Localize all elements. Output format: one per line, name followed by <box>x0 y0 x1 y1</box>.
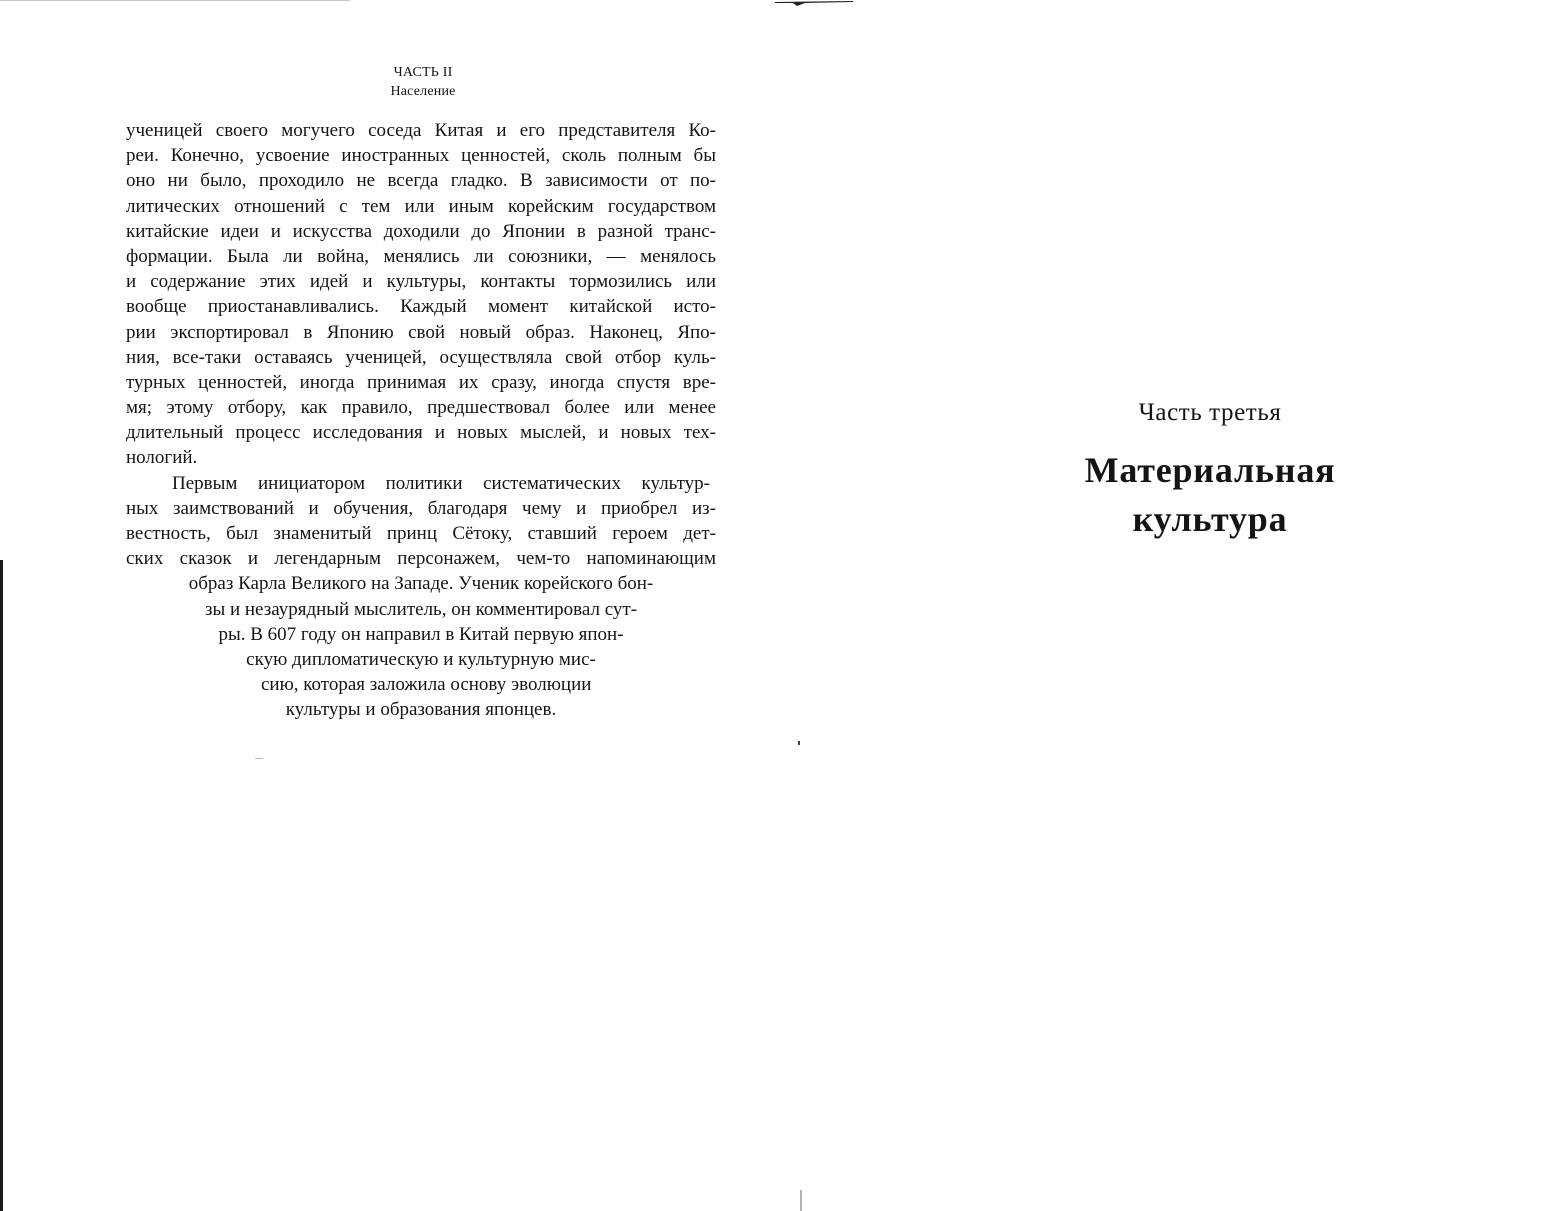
text-line: ных заимствований и обучения, благодаря чему и приобрел из- <box>126 497 716 519</box>
text-line: литических отношений с тем или иным корейским государством <box>126 195 716 217</box>
text-line: Первым инициатором политики систематических культур- <box>172 472 710 494</box>
text-line: и содержание этих идей и культуры, контакты тормозились или <box>126 271 716 293</box>
text-line: вообще приостанавливались. Каждый момент китайской исто- <box>126 296 716 318</box>
text-line: зы и незаурядный мыслитель, он комментировал сут- <box>204 598 638 620</box>
left-page <box>0 0 780 1211</box>
part-label: Часть третья <box>1138 399 1282 426</box>
part-title <box>1010 446 1410 544</box>
text-line: рии экспортировал в Японию свой новый образ. Наконец, Япо- <box>126 321 716 343</box>
text-line: образ Карла Великого на Западе. Ученик корейского бон- <box>188 573 654 595</box>
text-line: ния, все-таки оставаясь ученицей, осуществляла свой отбор куль- <box>126 346 716 368</box>
running-head-part: ЧАСТЬ II <box>393 65 453 80</box>
text-line: длительный процесс исследования и новых мыслей, и новых тех- <box>126 422 716 444</box>
running-head-section: Население <box>390 84 456 99</box>
text-line: формации. Была ли война, менялись ли союзники, — менялось <box>126 245 716 267</box>
text-line: скую дипломатическую и культурную мис- <box>246 648 596 670</box>
text-line: ры. В 607 году он направил в Китай первую япон- <box>218 623 624 645</box>
text-line: культуры и образования японцев. <box>285 699 557 721</box>
text-line: сию, которая заложила основу эволюции <box>261 674 592 696</box>
body-text <box>126 118 716 723</box>
text-line: вестность, был знаменитый принц Сётоку, ставший героем дет- <box>126 523 716 544</box>
text-line: китайские идеи и искусства доходили до Японии в разной транс- <box>126 220 716 242</box>
part-title-line: культура <box>1132 499 1288 539</box>
text-line: оно ни было, проходило не всегда гладко. В зависимости от по- <box>126 170 716 192</box>
text-line: мя; этому отбору, как правило, предшествовал более или менее <box>126 397 716 419</box>
right-page <box>780 0 1561 1211</box>
text-line: ученицей своего могучего соседа Китая и его представителя Ко- <box>126 120 716 141</box>
text-line: нологий. <box>126 447 198 469</box>
running-head <box>283 63 563 101</box>
text-line: турных ценностей, иногда принимая их сразу, иногда спустя вре- <box>126 371 716 393</box>
part-title-line: Материальная <box>1084 450 1336 490</box>
text-line: реи. Конечно, усвоение иностранных ценностей, сколь полным бы <box>126 145 716 167</box>
text-line: ских сказок и легендарным персонажем, чем-то напоминающим <box>126 548 716 570</box>
